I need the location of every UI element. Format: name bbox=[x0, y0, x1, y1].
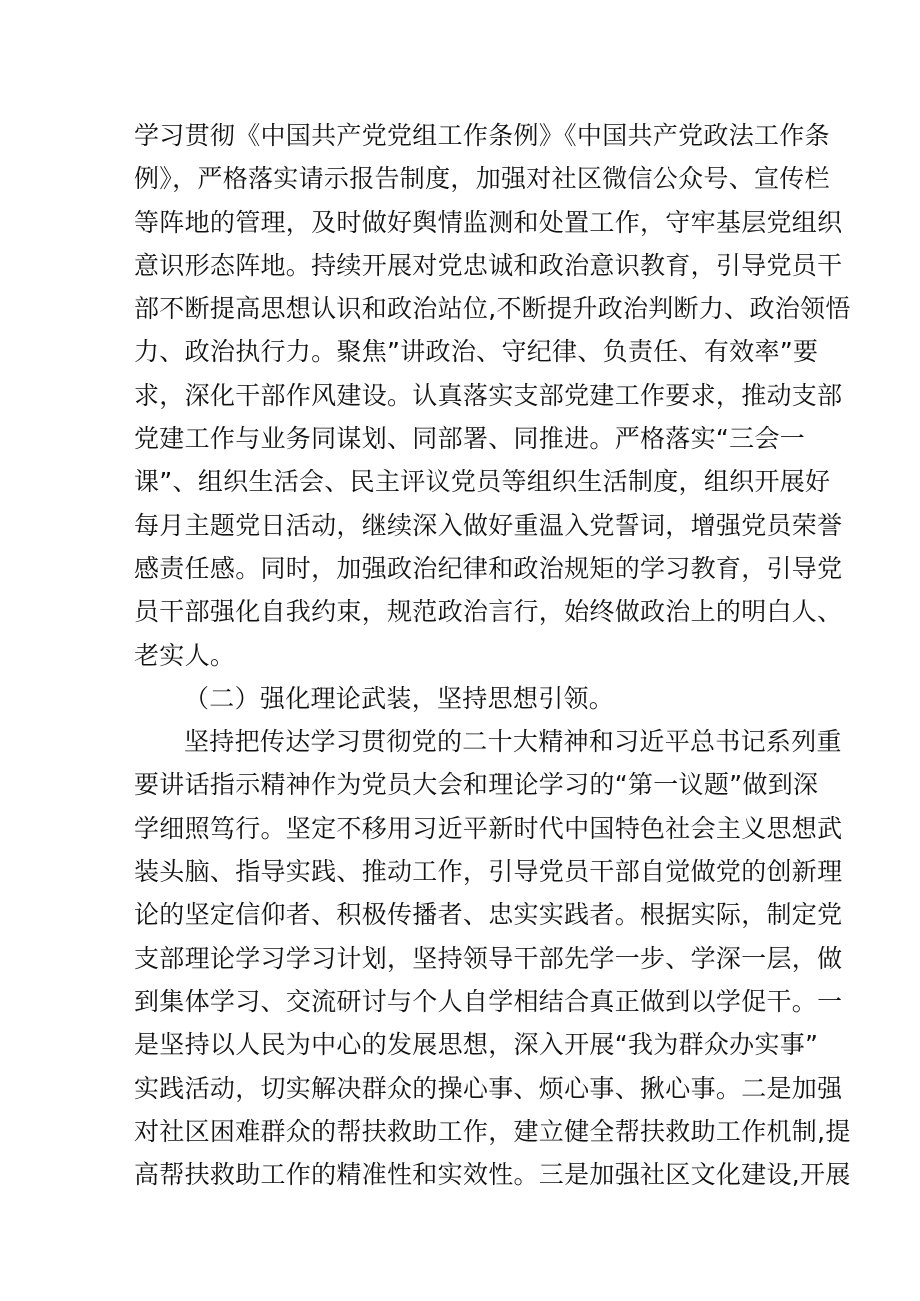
text-line: 要讲话指示精神作为党员大会和理论学习的“第一议题”做到深 bbox=[134, 770, 819, 800]
text-line: 例》，严格落实请示报告制度，加强对社区微信公众号、宣传栏 bbox=[134, 164, 830, 194]
paragraph-start-line: 坚持把传达学习贯彻党的二十大精神和习近平总书记系列重 bbox=[184, 727, 842, 757]
text-line: 实践活动，切实解决群众的操心事、烦心事、揪心事。二是加强 bbox=[134, 1073, 843, 1103]
text-line: 求，深化干部作风建设。认真落实支部党建工作要求，推动支部 bbox=[134, 380, 843, 410]
text-line: 学细照笃行。坚定不移用习近平新时代中国特色社会主义思想武 bbox=[134, 813, 843, 843]
text-line: 对社区困难群众的帮扶救助工作，建立健全帮扶救助工作机制,提 bbox=[134, 1116, 851, 1146]
section-heading: （二）强化理论武装，坚持思想引领。 bbox=[184, 683, 615, 713]
text-line: 课”、组织生活会、民主评议党员等组织生活制度，组织开展好 bbox=[134, 467, 831, 497]
text-line: 感责任感。同时，加强政治纪律和政治规矩的学习教育，引导党 bbox=[134, 553, 843, 583]
text-line: 高帮扶救助工作的精准性和实效性。三是加强社区文化建设,开展 bbox=[134, 1160, 851, 1190]
text-line: 党建工作与业务同谋划、同部署、同推进。严格落实“三会一 bbox=[134, 424, 806, 454]
text-line: 论的坚定信仰者、积极传播者、忠实实践者。根据实际，制定党 bbox=[134, 900, 843, 930]
text-line: 部不断提高思想认识和政治站位,不断提升政治判断力、政治领悟 bbox=[134, 294, 851, 324]
text-line: 力、政治执行力。聚焦”讲政治、守纪律、负责任、有效率”要 bbox=[134, 337, 819, 367]
text-line: 每月主题党日活动，继续深入做好重温入党誓词，增强党员荣誉 bbox=[134, 510, 843, 540]
text-line: 学习贯彻《中国共产党党组工作条例》《中国共产党政法工作条 bbox=[134, 121, 830, 150]
text-line: 员干部强化自我约束，规范政治言行，始终做政治上的明白人、 bbox=[134, 597, 843, 627]
text-line: 老实人。 bbox=[134, 640, 236, 670]
text-line: 到集体学习、交流研讨与个人自学相结合真正做到以学促干。一 bbox=[134, 986, 843, 1016]
text-line: 意识形态阵地。持续开展对党忠诚和政治意识教育，引导党员干 bbox=[134, 250, 843, 280]
text-line: 装头脑、指导实践、推动工作，引导党员干部自觉做党的创新理 bbox=[134, 857, 843, 887]
text-line: 是坚持以人民为中心的发展思想，深入开展“我为群众办实事” bbox=[134, 1030, 819, 1060]
body-text bbox=[134, 114, 851, 1196]
text-line: 等阵地的管理，及时做好舆情监测和处置工作，守牢基层党组织 bbox=[134, 207, 843, 237]
text-line: 支部理论学习学习计划，坚持领导干部先学一步、学深一层，做 bbox=[134, 943, 843, 973]
